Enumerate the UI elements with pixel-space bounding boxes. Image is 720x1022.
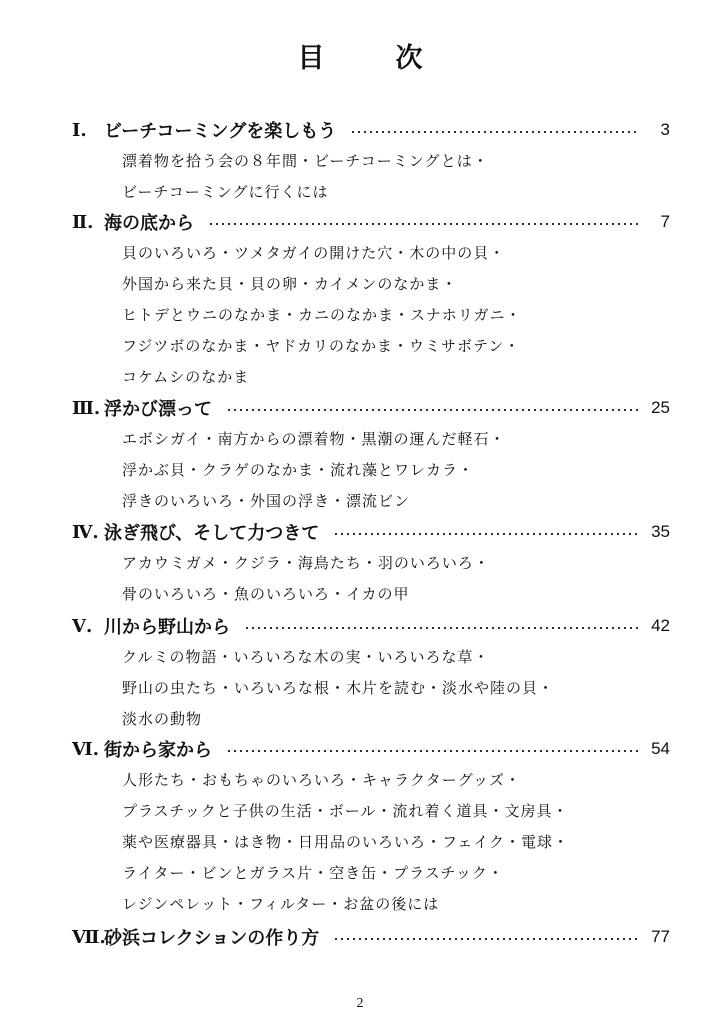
toc-chapter xyxy=(72,517,670,547)
chapter-number: Ⅵ. xyxy=(72,738,99,760)
chapter-topics xyxy=(122,642,662,735)
chapter-number: Ⅰ. xyxy=(72,119,87,141)
chapter-title: 海の底から xyxy=(104,213,194,234)
dot-leader xyxy=(226,409,638,411)
topic-line: エボシガイ・南方からの漂着物・黒潮の運んだ軽石・ xyxy=(122,430,506,448)
chapter-page-number: 25 xyxy=(651,398,670,417)
topic-line: コケムシのなかま xyxy=(122,368,250,386)
toc-chapter xyxy=(72,734,670,764)
chapter-page-number: 7 xyxy=(660,212,670,231)
topic-line: アカウミガメ・クジラ・海鳥たち・羽のいろいろ・ xyxy=(122,554,490,572)
chapter-title: 浮かび漂って xyxy=(104,399,212,420)
topic-line: プラスチックと子供の生活・ボール・流れ着く道具・文房具・ xyxy=(122,802,569,820)
topic-line: クルミの物語・いろいろな木の実・いろいろな草・ xyxy=(122,648,490,666)
topic-line: 貝のいろいろ・ツメタガイの開けた穴・木の中の貝・ xyxy=(122,244,506,262)
topic-line: 浮かぶ貝・クラゲのなかま・流れ藻とワレカラ・ xyxy=(122,461,475,479)
toc-chapter xyxy=(72,922,670,952)
topic-line: 野山の虫たち・いろいろな根・木片を読む・淡水や陸の貝・ xyxy=(122,679,555,697)
topic-line: フジツボのなかま・ヤドカリのなかま・ウミサボテン・ xyxy=(122,337,521,355)
topic-line: 淡水の動物 xyxy=(122,710,203,728)
chapter-title: 街から家から xyxy=(104,740,212,761)
topic-line: ヒトデとウニのなかま・カニのなかま・スナホリガニ・ xyxy=(122,306,522,324)
topic-line: レジンペレット・フィルター・お盆の後には xyxy=(122,895,440,913)
dot-leader xyxy=(333,533,638,535)
toc-chapter xyxy=(72,115,670,145)
chapter-title: ビーチコーミングを楽しもう xyxy=(104,121,337,142)
page-title: 目 次 xyxy=(297,43,445,74)
topic-line: 薬や医療器具・はき物・日用品のいろいろ・フェイク・電球・ xyxy=(122,833,569,851)
dot-leader xyxy=(244,627,638,629)
chapter-title: 川から野山から xyxy=(104,617,230,638)
chapter-number: Ⅱ. xyxy=(72,211,94,233)
toc-chapter xyxy=(72,393,670,423)
topic-line: 浮きのいろいろ・外国の浮き・漂流ビン xyxy=(122,492,411,510)
chapter-number: Ⅲ. xyxy=(72,397,101,419)
dot-leader xyxy=(350,131,638,133)
dot-leader xyxy=(208,223,638,225)
topic-line: 骨のいろいろ・魚のいろいろ・イカの甲 xyxy=(122,585,410,603)
chapter-page-number: 54 xyxy=(651,739,670,758)
topic-line: ライター・ビンとガラス片・空き缶・プラスチック・ xyxy=(122,864,504,882)
topic-line: 人形たち・おもちゃのいろいろ・キャラクターグッズ・ xyxy=(122,771,521,789)
chapter-title: 砂浜コレクションの作り方 xyxy=(104,928,320,949)
chapter-topics xyxy=(122,548,662,610)
chapter-page-number: 42 xyxy=(651,616,670,635)
toc-chapter xyxy=(72,611,670,641)
chapter-title: 泳ぎ飛び、そして力つきて xyxy=(104,523,320,544)
chapter-topics xyxy=(122,146,662,208)
chapter-topics xyxy=(122,238,662,393)
chapter-page-number: 77 xyxy=(651,927,670,946)
chapter-number: Ⅳ. xyxy=(72,521,99,543)
chapter-page-number: 3 xyxy=(660,120,670,139)
topic-line: 漂着物を拾う会の８年間・ビーチコーミングとは・ xyxy=(122,152,489,170)
dot-leader xyxy=(333,938,638,940)
toc-chapter xyxy=(72,207,670,237)
topic-line: 外国から来た貝・貝の卵・カイメンのなかま・ xyxy=(122,275,458,293)
page-number: 2 xyxy=(356,996,364,1011)
chapter-topics xyxy=(122,424,662,517)
chapter-page-number: 35 xyxy=(651,522,670,541)
chapter-number: Ⅴ. xyxy=(72,615,93,637)
chapter-number: Ⅶ. xyxy=(72,926,106,948)
topic-line: ビーチコーミングに行くには xyxy=(122,183,329,201)
dot-leader xyxy=(226,750,638,752)
chapter-topics xyxy=(122,765,662,920)
